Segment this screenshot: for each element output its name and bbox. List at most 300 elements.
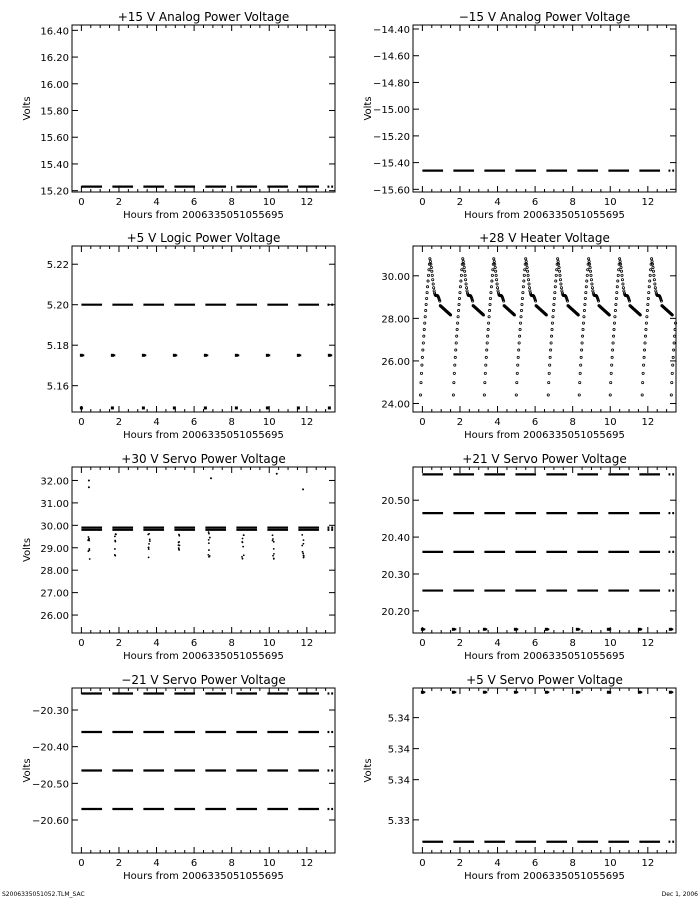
data-point bbox=[516, 628, 518, 630]
data-point bbox=[549, 364, 551, 366]
y-axis-label: Volts bbox=[363, 758, 374, 783]
y-tick-label: 29.00 bbox=[40, 543, 69, 555]
data-point bbox=[208, 549, 210, 551]
y-tick-label: 5.18 bbox=[46, 341, 69, 353]
data-point bbox=[113, 354, 115, 356]
data-point bbox=[456, 328, 458, 330]
y-tick-label: 5.34 bbox=[387, 744, 410, 756]
x-tick-label: 10 bbox=[603, 858, 617, 869]
chart-title: +28 V Heater Voltage bbox=[479, 231, 610, 245]
chart-panel-4 bbox=[381, 231, 676, 441]
data-point bbox=[453, 381, 455, 383]
chart-panel-1 bbox=[22, 10, 335, 221]
data-point bbox=[303, 543, 305, 545]
x-tick-label: 0 bbox=[78, 638, 85, 649]
data-point bbox=[497, 290, 499, 292]
data-point bbox=[671, 381, 673, 383]
data-point bbox=[488, 309, 490, 311]
y-tick-label: −20.60 bbox=[31, 816, 69, 827]
data-point bbox=[645, 322, 647, 324]
x-tick-label: 0 bbox=[78, 858, 85, 869]
chart-title: −15 V Analog Power Voltage bbox=[458, 10, 631, 24]
y-tick-label: 16.20 bbox=[40, 53, 69, 65]
data-point bbox=[579, 381, 581, 383]
data-point bbox=[206, 354, 208, 356]
data-point bbox=[582, 328, 584, 330]
x-tick-label: 6 bbox=[531, 638, 539, 649]
x-tick-label: 2 bbox=[115, 858, 123, 869]
data-point bbox=[235, 406, 238, 409]
data-point bbox=[423, 628, 425, 630]
data-point bbox=[273, 548, 275, 550]
data-point bbox=[88, 479, 90, 481]
x-tick-label: 2 bbox=[456, 197, 464, 208]
data-point bbox=[148, 548, 150, 550]
data-point bbox=[243, 534, 245, 536]
data-point bbox=[551, 322, 553, 324]
data-points bbox=[81, 694, 333, 810]
data-point bbox=[618, 269, 620, 271]
data-point bbox=[609, 691, 611, 693]
x-tick-label: 10 bbox=[262, 417, 276, 428]
data-point bbox=[616, 286, 618, 288]
data-point bbox=[621, 279, 623, 281]
data-point bbox=[425, 309, 427, 311]
data-point bbox=[547, 628, 549, 630]
data-point bbox=[642, 364, 644, 366]
data-point bbox=[589, 266, 591, 268]
data-point bbox=[615, 303, 617, 305]
data-point bbox=[422, 342, 424, 344]
data-points bbox=[81, 473, 333, 560]
data-point bbox=[465, 279, 467, 281]
x-tick-label: 6 bbox=[531, 197, 539, 208]
x-axis-label: Hours from 2006335051055695 bbox=[123, 871, 284, 882]
data-point bbox=[555, 280, 557, 282]
x-axis-label: Hours from 2006335051055695 bbox=[464, 871, 625, 882]
y-tick-label: 20.50 bbox=[381, 496, 410, 508]
data-point bbox=[672, 356, 674, 358]
data-point bbox=[462, 258, 464, 260]
data-point bbox=[674, 328, 676, 330]
data-point bbox=[586, 280, 588, 282]
y-axis-label: Volts bbox=[22, 96, 33, 121]
data-point bbox=[144, 354, 146, 356]
x-tick-label: 4 bbox=[153, 638, 160, 649]
data-point bbox=[648, 291, 650, 293]
x-tick-label: 0 bbox=[419, 638, 426, 649]
x-tick-label: 4 bbox=[153, 197, 160, 208]
data-point bbox=[671, 628, 673, 630]
x-tick-label: 10 bbox=[603, 197, 617, 208]
data-point bbox=[178, 541, 180, 543]
data-point bbox=[423, 328, 425, 330]
data-point bbox=[493, 260, 495, 262]
x-tick-label: 10 bbox=[603, 417, 617, 428]
data-point bbox=[561, 290, 563, 292]
data-point bbox=[273, 553, 275, 555]
data-point bbox=[649, 280, 651, 282]
y-tick-label: 20.30 bbox=[381, 569, 410, 581]
data-point bbox=[649, 274, 651, 276]
data-point bbox=[579, 372, 581, 374]
data-point bbox=[148, 556, 150, 558]
data-point bbox=[523, 274, 525, 276]
data-point bbox=[430, 266, 432, 268]
data-point bbox=[641, 394, 643, 396]
chart-title: +5 V Servo Power Voltage bbox=[466, 673, 623, 687]
x-axis-label: Hours from 2006335051055695 bbox=[464, 430, 625, 441]
x-tick-label: 6 bbox=[190, 417, 198, 428]
data-point bbox=[425, 303, 427, 305]
data-point bbox=[427, 280, 429, 282]
data-point bbox=[273, 558, 275, 560]
y-tick-label: 15.40 bbox=[40, 159, 69, 171]
chart-title: −21 V Servo Power Voltage bbox=[121, 673, 286, 687]
data-point bbox=[495, 274, 497, 276]
y-tick-label: −15.40 bbox=[372, 158, 410, 170]
data-point bbox=[485, 356, 487, 358]
data-point bbox=[620, 270, 622, 272]
data-point bbox=[547, 394, 549, 396]
data-point bbox=[88, 538, 90, 540]
data-point bbox=[429, 260, 431, 262]
x-tick-label: 0 bbox=[78, 417, 85, 428]
data-point bbox=[272, 540, 274, 542]
data-point bbox=[590, 279, 592, 281]
data-point bbox=[647, 297, 649, 299]
data-point bbox=[560, 287, 562, 289]
y-tick-label: 32.00 bbox=[40, 476, 69, 488]
data-point bbox=[645, 328, 647, 330]
data-point bbox=[87, 539, 89, 541]
x-tick-label: 6 bbox=[190, 638, 198, 649]
data-point bbox=[621, 274, 623, 276]
data-point bbox=[459, 291, 461, 293]
data-point bbox=[589, 270, 591, 272]
data-point bbox=[453, 372, 455, 374]
data-point bbox=[587, 269, 589, 271]
data-point bbox=[673, 342, 675, 344]
data-point bbox=[276, 473, 278, 475]
data-point bbox=[429, 258, 431, 260]
data-point bbox=[588, 258, 590, 260]
data-point bbox=[115, 534, 117, 536]
data-point bbox=[581, 342, 583, 344]
x-tick-label: 8 bbox=[569, 197, 576, 208]
data-points bbox=[80, 305, 333, 410]
data-point bbox=[516, 691, 518, 693]
y-tick-label: −20.40 bbox=[31, 742, 69, 754]
data-point bbox=[455, 349, 457, 351]
y-tick-label: −14.40 bbox=[372, 25, 410, 37]
x-tick-label: 8 bbox=[228, 638, 235, 649]
data-point bbox=[465, 287, 467, 289]
data-point bbox=[422, 349, 424, 351]
data-point bbox=[455, 342, 457, 344]
data-point bbox=[432, 283, 434, 285]
data-point bbox=[584, 297, 586, 299]
data-point bbox=[584, 303, 586, 305]
data-point bbox=[208, 539, 210, 541]
data-point bbox=[297, 406, 300, 409]
data-point bbox=[268, 354, 270, 356]
data-point bbox=[580, 364, 582, 366]
data-point bbox=[527, 279, 529, 281]
data-point bbox=[528, 283, 530, 285]
chart-panel-7 bbox=[22, 673, 335, 882]
data-point bbox=[522, 286, 524, 288]
data-point bbox=[644, 335, 646, 337]
data-point bbox=[526, 270, 528, 272]
data-point bbox=[273, 541, 275, 543]
x-tick-label: 12 bbox=[300, 638, 314, 649]
footer-filename: S2006335051052.TLM_SAC bbox=[2, 891, 85, 898]
footer-date: Dec 1, 2006 bbox=[661, 891, 698, 898]
chart-panel-8 bbox=[363, 673, 676, 882]
data-point bbox=[671, 372, 673, 374]
data-point bbox=[516, 381, 518, 383]
y-tick-label: 5.34 bbox=[387, 713, 410, 725]
data-point bbox=[673, 335, 675, 337]
x-tick-label: 4 bbox=[494, 638, 501, 649]
y-tick-label: 15.80 bbox=[40, 106, 69, 118]
data-point bbox=[242, 558, 244, 560]
data-point bbox=[547, 691, 549, 693]
data-point bbox=[585, 286, 587, 288]
x-tick-label: 10 bbox=[262, 858, 276, 869]
data-points bbox=[421, 691, 674, 842]
data-point bbox=[612, 342, 614, 344]
data-point bbox=[452, 394, 454, 396]
x-axis-label: Hours from 2006335051055695 bbox=[123, 651, 284, 662]
y-tick-label: −20.50 bbox=[31, 779, 69, 791]
y-tick-label: 16.40 bbox=[40, 26, 69, 38]
data-point bbox=[653, 274, 655, 276]
y-axis-label: Volts bbox=[363, 96, 374, 121]
data-point bbox=[550, 349, 552, 351]
data-point bbox=[643, 349, 645, 351]
x-tick-label: 2 bbox=[456, 858, 464, 869]
data-point bbox=[465, 283, 467, 285]
data-point bbox=[464, 274, 466, 276]
data-point bbox=[208, 542, 210, 544]
data-point bbox=[495, 270, 497, 272]
y-tick-label: −15.60 bbox=[372, 185, 410, 197]
data-point bbox=[613, 322, 615, 324]
data-point bbox=[495, 279, 497, 281]
data-point bbox=[553, 303, 555, 305]
data-point bbox=[302, 552, 304, 554]
data-point bbox=[419, 394, 421, 396]
data-point bbox=[646, 316, 648, 318]
data-point bbox=[208, 556, 210, 558]
data-point bbox=[554, 291, 556, 293]
data-point bbox=[303, 555, 305, 557]
data-point bbox=[610, 381, 612, 383]
data-point bbox=[557, 258, 559, 260]
data-point bbox=[496, 287, 498, 289]
data-point bbox=[423, 691, 425, 693]
data-point bbox=[431, 270, 433, 272]
data-point bbox=[558, 270, 560, 272]
data-point bbox=[494, 266, 496, 268]
data-point bbox=[578, 691, 580, 693]
x-tick-label: 2 bbox=[115, 197, 123, 208]
data-point bbox=[609, 394, 611, 396]
data-point bbox=[643, 356, 645, 358]
data-point bbox=[485, 691, 487, 693]
x-tick-label: 8 bbox=[569, 417, 576, 428]
y-axis-label: Volts bbox=[22, 537, 33, 563]
x-tick-label: 2 bbox=[115, 638, 123, 649]
data-point bbox=[623, 290, 625, 292]
data-point bbox=[491, 280, 493, 282]
data-point bbox=[588, 260, 590, 262]
data-point bbox=[237, 354, 239, 356]
data-point bbox=[642, 381, 644, 383]
data-point bbox=[551, 328, 553, 330]
x-tick-label: 2 bbox=[456, 417, 464, 428]
data-point bbox=[552, 316, 554, 318]
data-point bbox=[486, 349, 488, 351]
data-point bbox=[89, 558, 91, 560]
data-point bbox=[586, 274, 588, 276]
data-point bbox=[519, 328, 521, 330]
data-point bbox=[517, 356, 519, 358]
data-point bbox=[242, 546, 244, 548]
data-point bbox=[80, 406, 83, 409]
x-tick-label: 12 bbox=[300, 858, 314, 869]
data-point bbox=[642, 372, 644, 374]
data-point bbox=[527, 274, 529, 276]
x-tick-label: 4 bbox=[494, 197, 501, 208]
y-tick-label: 26.00 bbox=[381, 356, 410, 368]
y-tick-label: 30.00 bbox=[40, 521, 69, 533]
y-tick-label: 5.16 bbox=[46, 381, 69, 393]
data-point bbox=[653, 279, 655, 281]
data-point bbox=[555, 274, 557, 276]
x-axis-label: Hours from 2006335051055695 bbox=[123, 430, 284, 441]
data-point bbox=[149, 540, 151, 542]
data-point bbox=[550, 335, 552, 337]
y-tick-label: −15.00 bbox=[372, 105, 410, 117]
data-point bbox=[528, 287, 530, 289]
data-point bbox=[454, 356, 456, 358]
data-point bbox=[578, 394, 580, 396]
data-point bbox=[426, 291, 428, 293]
x-tick-label: 2 bbox=[456, 638, 464, 649]
chart-title: +5 V Logic Power Voltage bbox=[126, 231, 281, 245]
data-point bbox=[617, 280, 619, 282]
data-point bbox=[492, 269, 494, 271]
data-point bbox=[591, 283, 593, 285]
x-tick-label: 4 bbox=[494, 858, 501, 869]
data-point bbox=[488, 316, 490, 318]
y-tick-label: 5.20 bbox=[46, 300, 69, 312]
data-point bbox=[432, 279, 434, 281]
data-point bbox=[487, 328, 489, 330]
x-tick-label: 0 bbox=[419, 417, 426, 428]
data-point bbox=[301, 545, 303, 547]
data-point bbox=[426, 286, 428, 288]
data-point bbox=[583, 309, 585, 311]
data-point bbox=[585, 291, 587, 293]
x-tick-label: 0 bbox=[78, 197, 85, 208]
data-point bbox=[515, 394, 517, 396]
data-point bbox=[516, 372, 518, 374]
data-point bbox=[523, 280, 525, 282]
data-point bbox=[525, 258, 527, 260]
data-point bbox=[518, 349, 520, 351]
data-point bbox=[428, 269, 430, 271]
y-tick-label: 5.33 bbox=[387, 815, 410, 827]
y-tick-label: 28.00 bbox=[381, 314, 410, 326]
x-axis-label: Hours from 2006335051055695 bbox=[464, 210, 625, 221]
data-point bbox=[619, 258, 621, 260]
y-tick-label: 20.40 bbox=[381, 533, 410, 545]
x-tick-label: 10 bbox=[603, 638, 617, 649]
data-point bbox=[647, 303, 649, 305]
data-point bbox=[490, 286, 492, 288]
data-point bbox=[557, 260, 559, 262]
plot-frame bbox=[72, 25, 335, 192]
data-point bbox=[114, 536, 116, 538]
data-point bbox=[208, 531, 210, 533]
data-point bbox=[671, 691, 673, 693]
y-tick-label: 5.34 bbox=[387, 775, 410, 787]
data-point bbox=[421, 364, 423, 366]
x-tick-label: 8 bbox=[228, 417, 235, 428]
data-point bbox=[491, 274, 493, 276]
data-point bbox=[558, 266, 560, 268]
y-tick-label: −15.20 bbox=[372, 131, 410, 143]
data-point bbox=[458, 303, 460, 305]
data-point bbox=[592, 290, 594, 292]
y-tick-label: −20.30 bbox=[31, 706, 69, 717]
x-tick-label: 10 bbox=[262, 638, 276, 649]
data-point bbox=[175, 354, 177, 356]
data-point bbox=[522, 291, 524, 293]
plot-frame bbox=[413, 246, 676, 412]
x-tick-label: 0 bbox=[419, 858, 426, 869]
data-point bbox=[519, 322, 521, 324]
x-tick-label: 8 bbox=[569, 858, 576, 869]
data-point bbox=[459, 286, 461, 288]
data-point bbox=[609, 628, 611, 630]
data-point bbox=[614, 316, 616, 318]
data-point bbox=[583, 316, 585, 318]
data-point bbox=[272, 555, 274, 557]
data-point bbox=[484, 372, 486, 374]
y-axis-label: Volts bbox=[22, 758, 33, 783]
x-tick-label: 12 bbox=[641, 197, 655, 208]
data-point bbox=[420, 372, 422, 374]
data-point bbox=[614, 309, 616, 311]
y-tick-label: 15.60 bbox=[40, 133, 69, 145]
data-point bbox=[328, 406, 331, 409]
data-point bbox=[560, 283, 562, 285]
data-point bbox=[299, 354, 301, 356]
data-point bbox=[619, 260, 621, 262]
y-tick-label: −14.60 bbox=[372, 51, 410, 63]
data-point bbox=[114, 541, 116, 543]
y-tick-label: 24.00 bbox=[381, 399, 410, 411]
data-point bbox=[524, 269, 526, 271]
data-point bbox=[519, 335, 521, 337]
plot-frame bbox=[413, 25, 676, 192]
data-point bbox=[178, 549, 180, 551]
